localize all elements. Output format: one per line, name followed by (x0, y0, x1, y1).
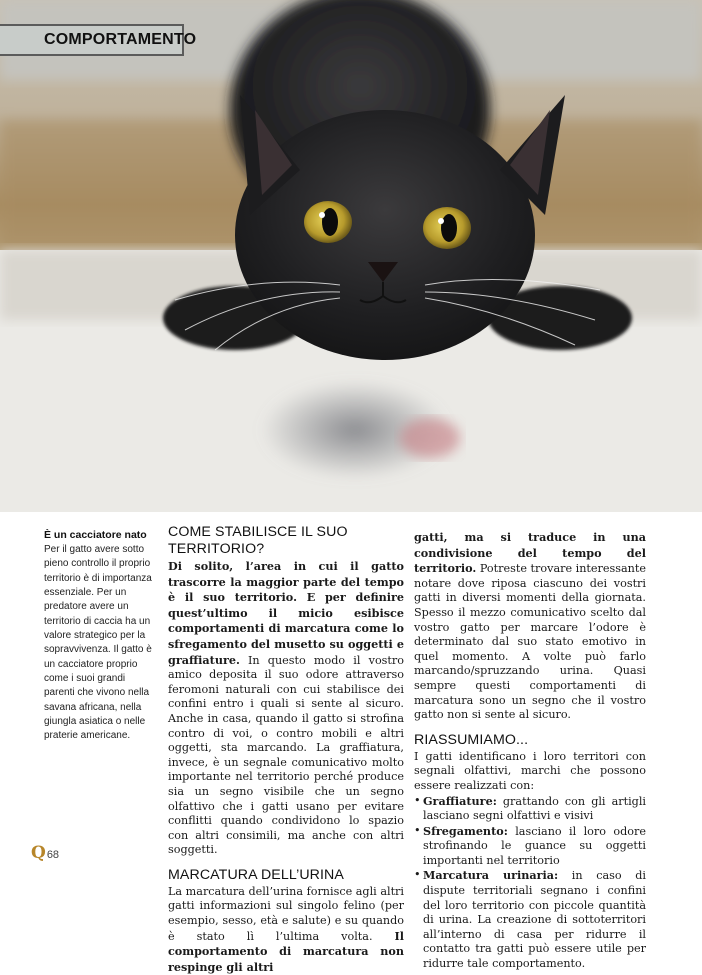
list-item-text: in caso di dispute territoriali segnano i confini del loro territorio con piccole quantità di urina. La creazione di sottoterritori all’interno di casa per ridurre il contatto tra gatti può essere utile per ridurre tale comportamento. (423, 869, 646, 971)
list-item (414, 824, 646, 869)
list-item-term: Sfregamento: (423, 823, 508, 838)
paragraph-territory-bold: Di solito, l’area in cui il gatto trascorre la maggior parte del tempo è il suo territorio. E per definire quest’ultimo il micio esibisce comportamenti di marcatura come lo sfregamento del musetto su oggetti e graffiature. (168, 559, 404, 667)
list-item (414, 794, 646, 824)
heading-urine: MARCATURA DELL’URINA (168, 866, 344, 883)
summary-list (414, 794, 646, 972)
paragraph-urine (168, 885, 404, 975)
paragraph-continued (414, 530, 646, 723)
list-item-term: Graffiature: (423, 793, 497, 808)
paragraph-urine-text: La marcatura dell’urina fornisce agli altri gatti informazioni sul singolo felino (per esempio, sesso, età e salute) e su quando è stato lì l’ultima volta. (168, 884, 404, 943)
section-tag: COMPORTAMENTO (0, 24, 184, 56)
page-folio (31, 845, 59, 862)
sidebar-text: Per il gatto avere sotto pieno controllo il proprio territorio è di importanza essenziale. Per un predatore avere un territorio di caccia ha un valore strategico per la sopravvivenza. Il gatto è un cacciatore proprio come i suoi grandi parenti che vivono nella savana africana, nella giungla asiatica o nelle praterie americane. (44, 544, 152, 742)
paragraph-territory (168, 559, 404, 858)
list-item-text: grattando con gli artigli lasciano segni olfattivi e visivi (423, 794, 646, 823)
paragraph-territory-rest: In questo modo il vostro amico deposita il suo odore attraverso feromoni naturali con cui stabilisce dei confini entro i quali si sente al sicuro. Anche in casa, quando il gatto si strofina contro di voi, o contro mobili e altri oggetti, sta marcando. La graffiatura, invece, è un segnale comunicativo molto importante nel territorio perché produce sia un segno visibile che un segno olfattivo che i gatti usano per evitare conflitti quando condividono lo spazio con altri consimili, ma anche con altri soggetti. (168, 653, 404, 857)
page-number: 68 (46, 849, 60, 861)
list-item-text: lasciano il loro odore strofinando le guance su oggetti importanti nel territorio (423, 824, 646, 867)
sidebar-title: È un cacciatore nato (44, 529, 147, 541)
list-item-term: Marcatura urinaria: (423, 868, 559, 883)
paragraph-continued-bold: gatti, ma si traduce in una condivisione del tempo del territorio. (414, 530, 646, 576)
heading-territory: COME STABILISCE IL SUO TERRITORIO? (168, 524, 348, 557)
heading-summary: RIASSUMIAMO... (414, 731, 529, 748)
list-item (414, 868, 646, 971)
magazine-logo: Q (31, 843, 46, 863)
paragraph-urine-bold: Il comportamento di marcatura non respinge gli altri (168, 928, 404, 974)
article-column-2 (414, 530, 646, 972)
article-column-1 (168, 524, 404, 975)
sidebar-box (44, 528, 154, 744)
paragraph-continued-rest: Potreste trovare interessante notare dove riposa ciascuno dei vostri gatti in diversi momenti della giornata. Spesso il mezzo comunicativo scelto dal vostro gatto per marcare l’odore è determinato dal suo stato emotivo in quel momento. A volte può farlo marcando/spruzzando urina. Quasi sempre questi comportamenti di marcatura sono un segno che il vostro gatto non si sente al sicuro. (414, 562, 646, 722)
summary-intro: I gatti identificano i loro territori con segnali olfattivi, marchi che possono essere realizzati con: (414, 749, 646, 792)
